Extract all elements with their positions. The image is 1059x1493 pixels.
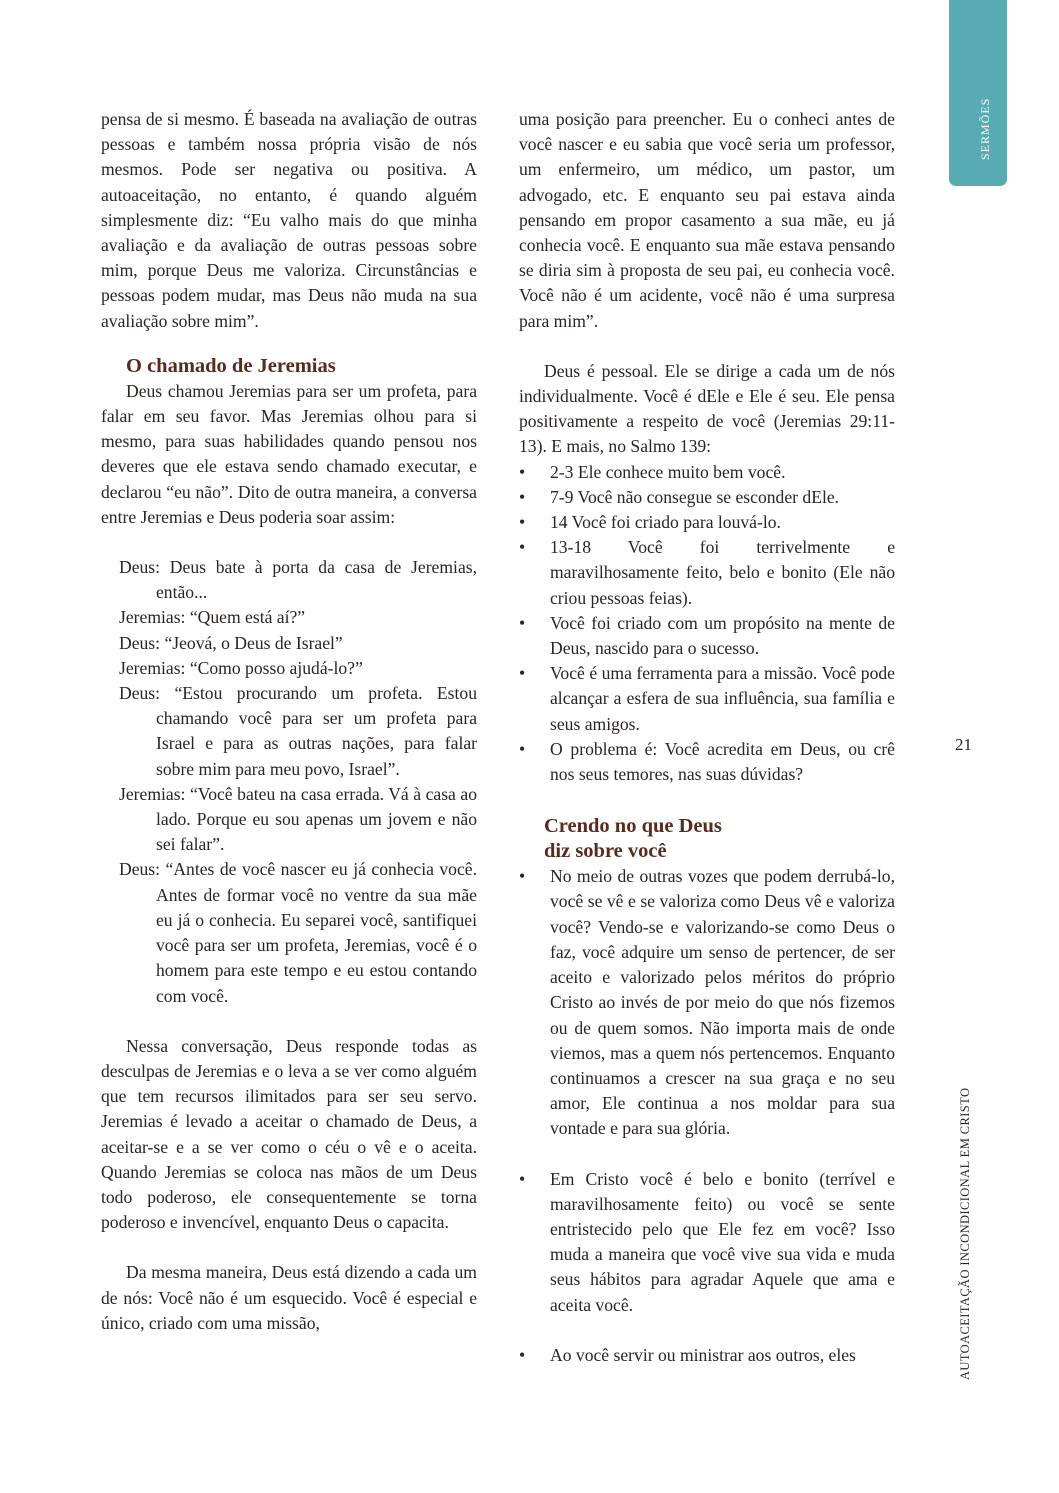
list-item: • 7-9 Você não consegue se esconder dEle. — [519, 485, 895, 510]
list-item: • Você foi criado com um propósito na mente de Deus, nascido para o sucesso. — [519, 611, 895, 661]
spacer — [101, 1235, 477, 1260]
belief-list — [519, 864, 895, 1141]
list-item: • Você é uma ferramenta para a missão. Você pode alcançar a esfera de sua influência, sua família e seus amigos. — [519, 661, 895, 737]
paragraph: uma posição para preencher. Eu o conheci antes de você nascer e eu sabia que você seria um professor, um enfermeiro, um médico, um pastor, um advogado, etc. E enquanto seu pai estava ainda pensando em propor casamento a sua mãe, eu já conhecia você. E enquanto sua mãe estava pensando se diria sim à proposta de seu pai, eu conhecia você. Você não é um acidente, você não é uma surpresa para mim”. — [519, 109, 895, 331]
dialogue-line: Deus: “Antes de você nascer eu já conhecia você. Antes de formar você no ventre da sua mãe eu já o conhecia. Eu separei você, santifiquei você para ser um profeta, Jeremias, você é o homem para este tempo e eu estou contando com você. — [119, 859, 477, 1006]
paragraph: Nessa conversação, Deus responde todas as desculpas de Jeremias e o leva a se ver como alguém que tem recursos ilimitados para ser seu servo. Jeremias é levado a aceitar o chamado de Deus, a aceitar-se e a se ver como o céu o vê e o aceita. Quando Jeremias se coloca nas mãos de um Deus todo poderoso, ele consequentemente se torna poderoso e invencível, enquanto Deus o capacita. — [101, 1035, 477, 1233]
spacer — [101, 530, 477, 555]
dialogue-line: Jeremias: “Você bateu na casa errada. Vá à casa ao lado. Porque eu sou apenas um jovem e não sei falar”. — [119, 783, 477, 855]
belief-list — [519, 1167, 895, 1318]
paragraph: pensa de si mesmo. É baseada na avaliação de outras pessoas e também nossa própria visão de nós mesmos. Pode ser negativa ou positiva. A autoaceitação, no entanto, é quando alguém simplesmente diz: “Eu valho mais do que minha avaliação e da avaliação de outras pessoas sobre mim, porque Deus me valoriza. Circunstâncias e pessoas podem mudar, mas Deus não muda na sua avaliação sobre mim”. — [101, 109, 477, 331]
spacer — [519, 1142, 895, 1167]
dialogue — [101, 555, 477, 1009]
list-item: • No meio de outras vozes que podem derrubá-lo, você se vê e se valoriza como Deus vê e valoriza você? Vendo-se e valorizando-se como Deus o faz, você adquire um senso de pertencer, de ser aceito e valorizado pelos méritos do próprio Cristo ao invés de por meio do que nós fizemos ou de quem somos. Não importa mais de onde viemos, mas a quem nós pertencemos. Enquanto continuamos a crescer na sua graça e no seu amor, Ele continua a nos moldar para sua vontade e para sua glória. — [519, 864, 895, 1141]
right-column — [519, 107, 895, 1368]
spacer — [101, 1009, 477, 1034]
section-tab-label: SERMÕES — [978, 97, 992, 160]
dialogue-line: Jeremias: “Como posso ajudá-lo?” — [119, 657, 363, 678]
list-item: • 2-3 Ele conhece muito bem você. — [519, 460, 895, 485]
page-number: 21 — [955, 735, 972, 754]
dialogue-line: Jeremias: “Quem está aí?” — [119, 607, 306, 628]
spacer — [519, 787, 895, 814]
list-item: • Ao você servir ou ministrar aos outros, eles — [519, 1343, 895, 1368]
heading-line: Crendo no que Deus — [544, 815, 722, 838]
left-column — [101, 107, 477, 1336]
belief-list — [519, 1343, 895, 1368]
spacer — [519, 1318, 895, 1343]
psalm-list — [519, 460, 895, 788]
spacer — [519, 334, 895, 359]
paragraph: Deus é pessoal. Ele se dirige a cada um de nós individualmente. Você é dEle e Ele é seu. Ele pensa positivamente a respeito de você (Jeremias 29:11-13). E mais, no Salmo 139: — [519, 360, 895, 457]
dialogue-line: Deus: “Jeová, o Deus de Israel” — [119, 632, 343, 653]
spacer — [101, 334, 477, 354]
section-heading — [519, 814, 895, 864]
list-item: • 14 Você foi criado para louvá-lo. — [519, 510, 895, 535]
heading-line: diz sobre você — [544, 840, 667, 863]
list-item: • Em Cristo você é belo e bonito (terrível e maravilhosamente feito) ou você se sente entristecido pelo que Ele fez em você? Isso muda a maneira que você vive sua vida e muda seus hábitos para agradar Aquele que ama e aceita você. — [519, 1167, 895, 1318]
dialogue-line: Deus: Deus bate à porta da casa de Jeremias, então... — [119, 557, 477, 603]
list-item: • O problema é: Você acredita em Deus, ou crê nos seus temores, nas suas dúvidas? — [519, 737, 895, 787]
paragraph: Deus chamou Jeremias para ser um profeta, para falar em seu favor. Mas Jeremias olhou para si mesmo, para suas habilidades quando pensou nos deveres que ele estava sendo chamado executar, e declarou “eu não”. Dito de outra maneira, a conversa entre Jeremias e Deus poderia soar assim: — [101, 380, 477, 527]
paragraph: Da mesma maneira, Deus está dizendo a cada um de nós: Você não é um esquecido. Você é especial e único, criado com uma missão, — [101, 1262, 477, 1333]
running-title: AUTOACEITAÇÃO INCONDICIONAL EM CRISTO — [958, 1087, 972, 1380]
list-item: • 13-18 Você foi terrivelmente e maravilhosamente feito, belo e bonito (Ele não criou pessoas feias). — [519, 535, 895, 611]
section-heading: O chamado de Jeremias — [126, 354, 336, 377]
dialogue-line: Deus: “Estou procurando um profeta. Estou chamando você para ser um profeta para Israel e para as outras nações, para falar sobre mim para meu povo, Israel”. — [119, 683, 477, 779]
